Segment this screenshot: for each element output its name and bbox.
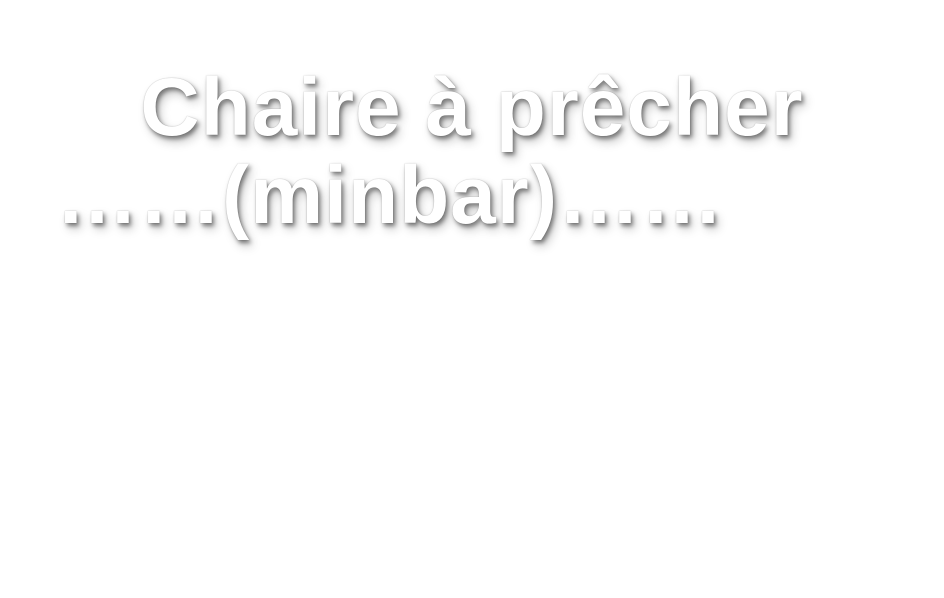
slide-title <box>30 64 914 240</box>
title-line-1: Chaire à prêcher <box>140 62 804 153</box>
title-line-2: ……(minbar)…… <box>56 150 724 241</box>
